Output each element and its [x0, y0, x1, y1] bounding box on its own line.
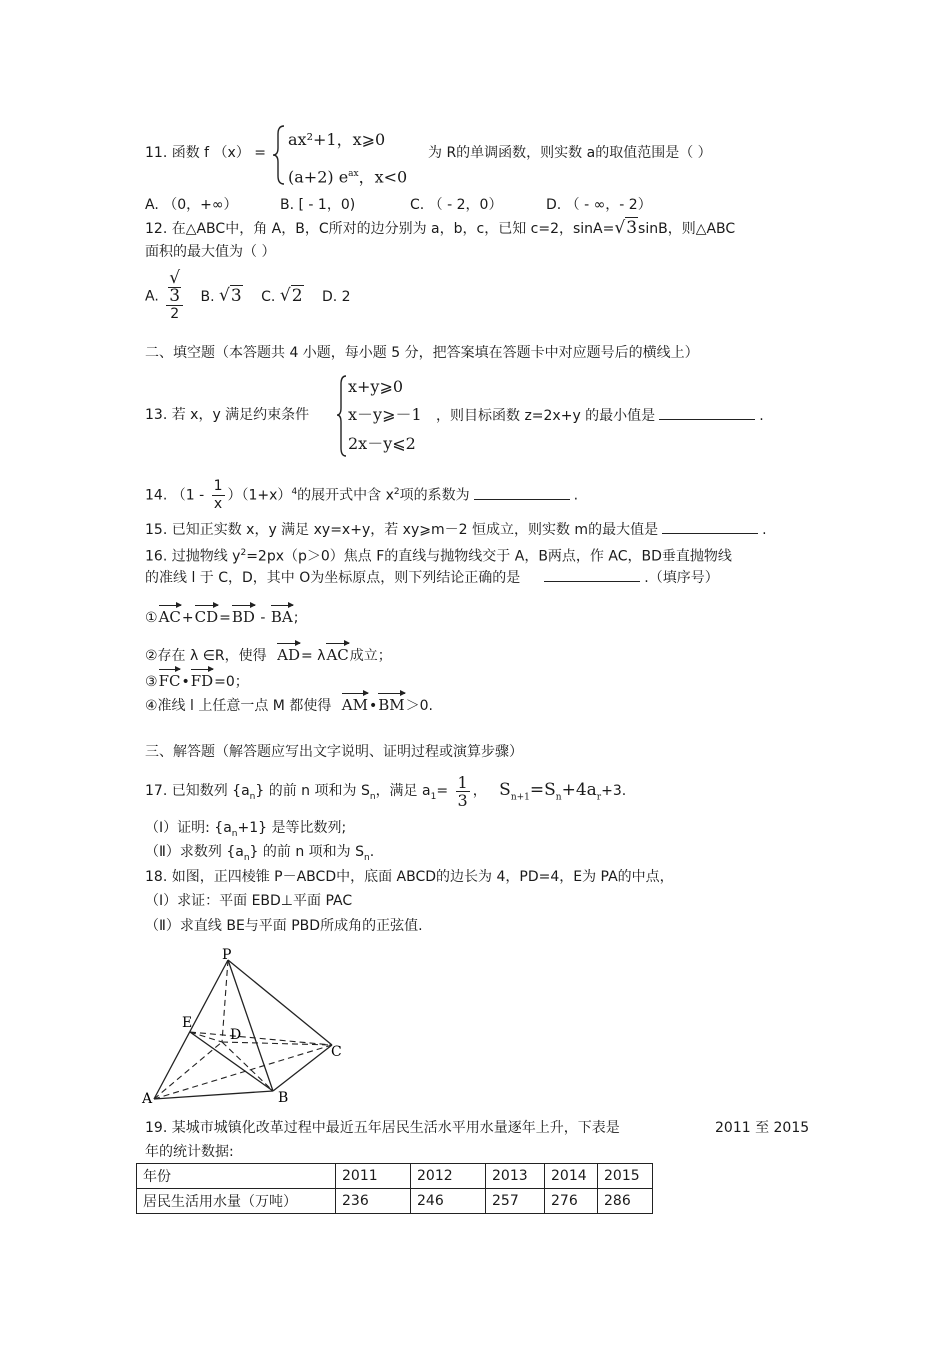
- q16-s3-vec1: FC: [159, 668, 181, 691]
- q11-line: [145, 143, 266, 163]
- q17-frac: [456, 774, 470, 809]
- q16-s3-end: =0；: [214, 674, 249, 690]
- label-E: E: [182, 1015, 193, 1031]
- q11-piece1: ax²+1，x⩾0: [288, 130, 386, 149]
- table-cell: 2011: [336, 1164, 411, 1189]
- edge-BC: [273, 1045, 332, 1091]
- q11-piece2-base: (a+2) e: [288, 167, 349, 187]
- q14-exp: 4: [291, 487, 298, 497]
- q17-part-2: [145, 842, 374, 868]
- q17-i1b: +1} 是等比数列;: [237, 820, 347, 836]
- q17-b: } 的前 n 项和为 S: [255, 783, 370, 799]
- q17-g-sub: r: [596, 792, 602, 803]
- q17-a-sub: n: [249, 791, 256, 802]
- diag-AC: [154, 1045, 332, 1099]
- q11-option-a: A. （0，+∞）: [145, 197, 238, 213]
- q16-s2-end: 成立；: [349, 648, 392, 664]
- label-B: B: [278, 1090, 289, 1105]
- q13-constraint-3: 2x－y⩽2: [348, 434, 416, 453]
- q16-s2-vec1: AD: [277, 642, 300, 665]
- q11-option-c: C. （ - 2，0）: [410, 197, 503, 213]
- q16-s4-vec1: AM: [342, 692, 368, 715]
- q12-options: [145, 268, 351, 322]
- q14-frac: [212, 478, 225, 513]
- q17-i1-sub: n: [231, 828, 238, 839]
- table-row: [137, 1164, 653, 1189]
- pyramid-figure: [140, 945, 350, 1105]
- q12-line1-a: 12. 在△ABC中，角 A，B，C所对的边分别为 a，b，c，已知 c=2，sinA=: [145, 221, 615, 237]
- q19-line1-right: 2011 至 2015: [715, 1120, 810, 1136]
- q17-i2-sub2: n: [364, 852, 370, 863]
- q17-i2c: .: [369, 844, 375, 860]
- q16-s4-end: ＞0.: [405, 698, 433, 714]
- q13-tail: ，则目标函数 z=2x+y 的最小值是: [436, 408, 656, 424]
- q17-c: ，满足 a: [375, 783, 431, 799]
- section-3-heading: 三、解答题（解答题应写出文字说明、证明过程或演算步骤）: [145, 744, 523, 760]
- table-cell: 2014: [545, 1164, 598, 1189]
- q17-a: 17. 已知数列 {a: [145, 783, 250, 799]
- table-cell: 年份: [137, 1164, 336, 1189]
- q17-i1: （Ⅰ）证明: {a: [145, 820, 232, 836]
- q14-b: ）（1+x）: [227, 487, 292, 504]
- table-row: [137, 1189, 653, 1214]
- q16-s3-mid: •: [181, 674, 190, 690]
- q13-end: .: [759, 408, 764, 424]
- q15-line: [145, 519, 767, 540]
- q12-opt-d: D. 2: [321, 288, 351, 305]
- q16-s1-vec4: BA: [271, 604, 293, 627]
- q16-s2-pre: ②存在 λ ∈R，使得: [145, 648, 267, 664]
- q14-exp2: 2: [393, 487, 400, 497]
- q18-line2: （Ⅰ）求证：平面 EBD⊥平面 PAC: [145, 893, 353, 909]
- q14-c: 的展开式中含 x: [297, 487, 394, 504]
- q16-s1-vec3: BD: [232, 604, 255, 627]
- q12-opt-b-val: √3: [219, 285, 242, 306]
- q13-tail-line: [436, 405, 764, 426]
- q16-s1-op1: +: [181, 610, 194, 626]
- q15-text: 15. 已知正实数 x，y 满足 xy=x+y，若 xy⩾m－2 恒成立，则实数 m的最大值是: [145, 522, 659, 538]
- table-cell: 257: [486, 1189, 545, 1214]
- q13-answer-blank[interactable]: [659, 405, 755, 420]
- q16-s1-end: ;: [293, 610, 299, 626]
- table-cell: 2015: [598, 1164, 653, 1189]
- q14-end: .: [573, 487, 579, 504]
- q17-i2-sub: n: [243, 852, 250, 863]
- q16-s4-mid: •: [368, 698, 378, 714]
- label-D: D: [230, 1027, 242, 1043]
- q16-statement-2: [145, 642, 392, 666]
- q16-s1-op2: =: [219, 610, 231, 626]
- segment-ED: [190, 1032, 222, 1042]
- label-A: A: [142, 1091, 153, 1105]
- q17-c2: =: [436, 783, 449, 799]
- table-cell: 236: [336, 1189, 411, 1214]
- q16-s3-pre: ③: [145, 674, 158, 690]
- q17-f-sub: n: [555, 792, 562, 803]
- q16-statement-1: [145, 604, 298, 628]
- q12-opt-a-den: 2: [170, 306, 180, 322]
- q18-line3: （Ⅱ）求直线 BE与平面 PBD所成角的正弦值.: [145, 918, 423, 934]
- q17-d: ，: [472, 783, 487, 799]
- q12-opt-a-frac: [166, 270, 183, 323]
- q16-s1-vec2: CD: [195, 604, 219, 627]
- q11-piece2: [288, 164, 407, 187]
- q19-line2: 年的统计数据:: [145, 1144, 234, 1160]
- q12-opt-a-num: √ 3: [166, 270, 183, 306]
- q14-den: x: [213, 496, 223, 513]
- q17-line1: [145, 770, 626, 810]
- q17-i2b: } 的前 n 项和为 S: [249, 844, 365, 860]
- q16-s1-pre: ①: [145, 610, 158, 626]
- q11-lead: 11. 函数 f （x） =: [145, 145, 267, 161]
- q16-s1-op3: -: [255, 610, 270, 626]
- q16-s2-vec2: AC: [326, 642, 348, 665]
- q16-s4-pre: ④准线 l 上任意一点 M 都使得: [145, 698, 332, 714]
- q12-line2: 面积的最大值为（ ）: [145, 244, 276, 260]
- q17-i2: （Ⅱ）求数列 {a: [145, 844, 244, 860]
- table-cell: 2013: [486, 1164, 545, 1189]
- q17-part-1: [145, 818, 346, 844]
- water-usage-table: [136, 1163, 653, 1214]
- q12-line1: [145, 218, 735, 239]
- table-cell: 286: [598, 1189, 653, 1214]
- q19-line1: 19. 某城市城镇化改革过程中最近五年居民生活水平用水量逐年上升，下表是: [145, 1120, 620, 1136]
- q18-line1: 18. 如图，正四棱锥 P－ABCD中，底面 ABCD的边长为 4，PD=4，E为 PA的中点，: [145, 869, 674, 885]
- q11-tail: 为 R的单调函数，则实数 a的取值范围是（ ）: [428, 145, 712, 161]
- q16-answer-blank[interactable]: [544, 567, 640, 582]
- q12-opt-c-label: C.: [261, 288, 276, 305]
- q16-line1: [145, 543, 732, 567]
- table-cell: 276: [545, 1189, 598, 1214]
- q16-line1-b: =2px（p＞0）焦点 F的直线与抛物线交于 A，B两点，作 AC，BD垂直抛物线: [246, 548, 732, 565]
- q16-line1-exp: 2: [240, 548, 247, 558]
- q17-e-sub: n+1: [510, 792, 530, 803]
- q11-option-b: B. [ - 1，0): [280, 197, 356, 213]
- q17-g: +4a: [561, 780, 597, 800]
- q17-e: S: [499, 780, 511, 800]
- q14-num: 1: [213, 478, 223, 495]
- q16-line2-text: 的准线 l 于 C，D，其中 O为坐标原点，则下列结论正确的是: [145, 570, 521, 586]
- q16-s4-vec2: BM: [378, 692, 404, 715]
- q17-c-sub: 1: [430, 791, 437, 802]
- table-cell: 2012: [411, 1164, 486, 1189]
- q12-opt-b-label: B.: [200, 288, 215, 305]
- q17-den: 3: [457, 790, 468, 810]
- edge-AB: [154, 1091, 273, 1099]
- q17-recurrence: [499, 780, 602, 803]
- q16-line2-end: .（填序号）: [644, 570, 719, 586]
- label-P: P: [222, 947, 232, 963]
- table-cell: 246: [411, 1189, 486, 1214]
- q11-piece2-exp: ax: [348, 169, 359, 179]
- q13-brace: [336, 374, 348, 458]
- q11-option-d: D. （ - ∞，- 2）: [546, 197, 652, 213]
- q11-piece2-cond: ，x<0: [358, 167, 408, 187]
- section-2-heading: 二、填空题（本答题共 4 小题，每小题 5 分，把答案填在答题卡中对应题号后的横线上）: [145, 345, 699, 361]
- q16-line1-a: 16. 过抛物线 y: [145, 548, 241, 565]
- q17-b-sub: n: [369, 791, 376, 802]
- q13-constraint-1: x+y⩾0: [348, 377, 404, 396]
- q16-s3-vec2: FD: [191, 668, 213, 691]
- q16-statement-4: [145, 692, 433, 716]
- q12-sqrt: √3: [614, 218, 638, 238]
- q17-h: +3.: [601, 783, 627, 799]
- q12-line1-b: sinB，则△ABC: [638, 221, 736, 237]
- q12-opt-a-label: A.: [145, 288, 159, 305]
- q16-statement-3: [145, 668, 249, 692]
- table-cell: 居民生活用水量（万吨）: [137, 1189, 336, 1214]
- q16-s1-vec1: AC: [159, 604, 181, 627]
- q16-s2-mid: = λ: [300, 648, 326, 664]
- q14-d: 项的系数为: [399, 487, 470, 504]
- q14-line: [145, 470, 578, 514]
- q13-lead: 13. 若 x，y 满足约束条件: [145, 407, 310, 423]
- q11-brace: [272, 124, 286, 186]
- edge-PB: [228, 960, 273, 1091]
- q16-line2: [145, 567, 719, 588]
- q14-a: 14. （1 -: [145, 487, 205, 504]
- edge-PD: [222, 960, 228, 1042]
- q17-num: 1: [457, 772, 468, 792]
- q15-end: .: [762, 522, 767, 538]
- q12-opt-c-val: √2: [279, 285, 303, 306]
- diag-BD: [222, 1042, 273, 1091]
- edge-PC: [228, 960, 332, 1045]
- q14-answer-blank[interactable]: [474, 485, 570, 500]
- q17-f: =S: [529, 780, 556, 800]
- label-C: C: [331, 1044, 342, 1060]
- q13-constraint-2: x－y⩾－1: [348, 405, 422, 424]
- edge-AD: [154, 1042, 222, 1099]
- q15-answer-blank[interactable]: [662, 519, 758, 534]
